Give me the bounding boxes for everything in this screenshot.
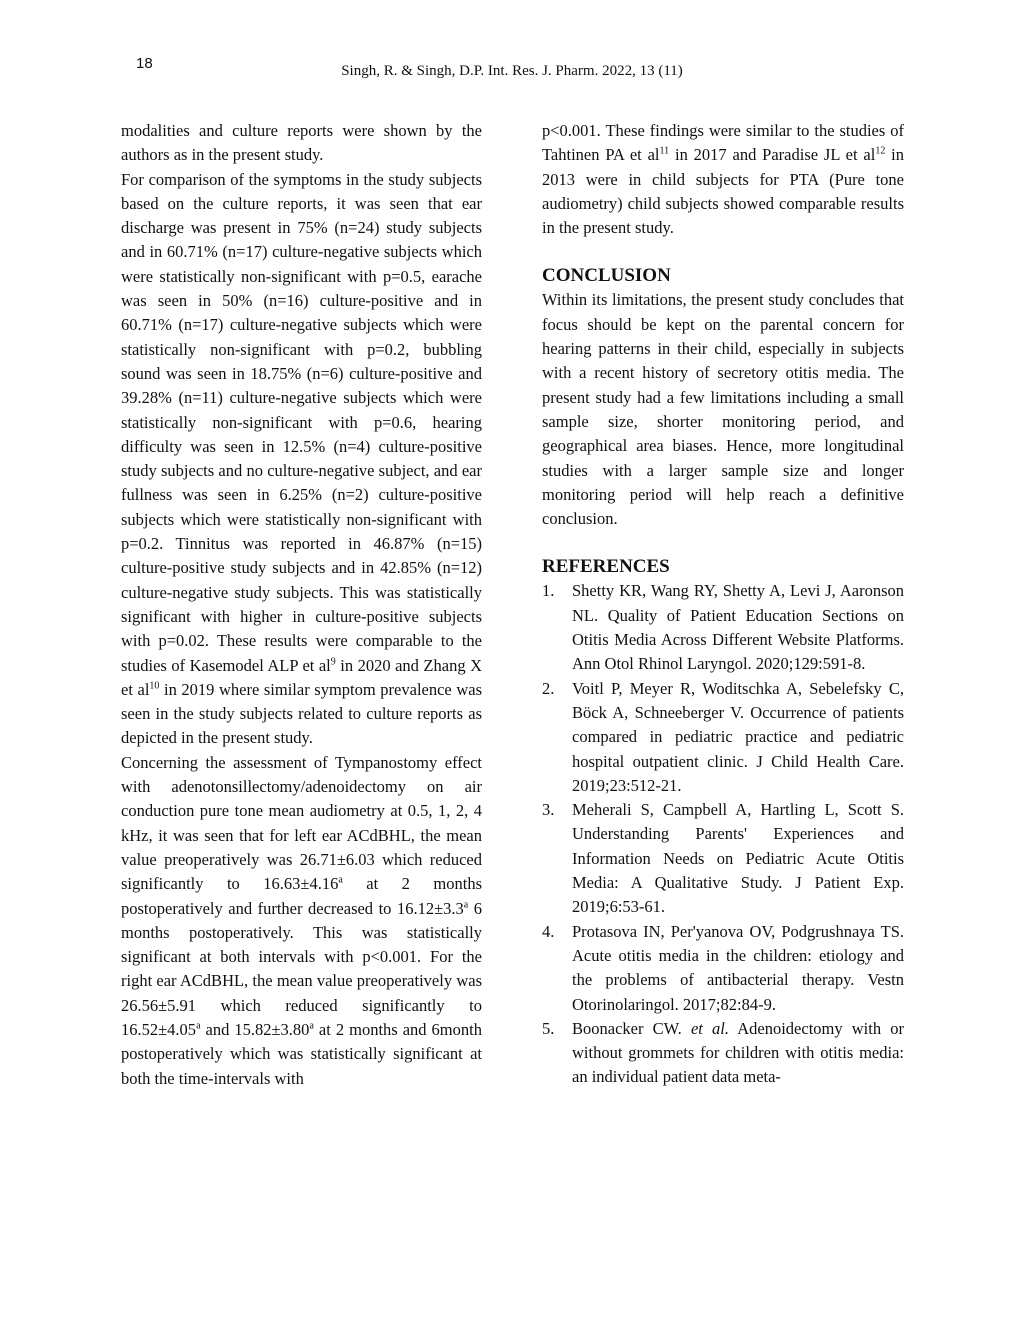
reference-text: Meherali S, Campbell A, Hartling L, Scott S. Understanding Parents' Experiences and Information Needs on Pediatric Acute Otitis Media: A Qualitative Study. J Patient Exp. 2019;6:53-61. [572, 800, 904, 917]
references-heading: REFERENCES [542, 556, 670, 578]
spacer [542, 531, 904, 555]
spacer [542, 240, 904, 264]
text-run: For comparison of the symptoms in the study subjects based on the culture reports, it was seen that ear discharge was present in 75% (n=24) study subjects and in 60.71% (n=17) culture-negative subjects which were statistically non-significant with p=0.5, earache was seen in 50% (n=16) culture-positive and in 60.71% (n=17) culture-negative subjects which were statistically non-significant with p=0.2, bubbling sound was seen in 18.75% (n=6) culture-positive and 39.28% (n=11) culture-negative subjects which were statistically non-significant with p=0.6, hearing difficulty was seen in 12.5% (n=4) culture-positive study subjects and no culture-negative subject, and ear fullness was seen in 6.25% (n=2) culture-positive subjects which were statistically non-significant with p=0.2. Tinnitus was reported in 46.87% (n=15) culture-positive study subjects and in 42.85% (n=12) culture-negative study subjects. This was statistically significant with higher in culture-positive subjects with p=0.02. These results were comparable to the studies of Kasemodel ALP et al [121, 169, 482, 675]
citation-superscript: 12 [875, 145, 886, 157]
text-run: in 2019 where similar symptom prevalence was seen in the study subjects related to culture reports as depicted in the present study. [121, 679, 482, 748]
reference-text: Voitl P, Meyer R, Woditschka A, Sebelefsky C, Böck A, Schneeberger V. Occurrence of patients compared in pediatric practice and pediatric hospital outpatient clinic. J Child Health Care. 2019;23:512-21. [572, 678, 904, 795]
text-run: p<0.001. These findings were similar to the studies of Tahtinen PA et al [542, 121, 904, 165]
text-run: 6 months postoperatively. This was statistically significant at both intervals with p<0.001. For the right ear ACdBHL, the mean value preoperatively was 26.56±5.91 which reduced significantly to 16.52±4.05 [121, 898, 482, 1039]
paragraph-continued [542, 119, 904, 240]
text-run: Concerning the assessment of Tympanostomy effect with adenotonsillectomy/adenoidectomy on air conduction pure tone mean audiometry at 0.5, 1, 2, 4 kHz, it was seen that for left ear ACdBHL, the mean value preoperatively was 26.71±6.03 which reduced significantly to 16.63±4.16 [121, 752, 482, 894]
text-run: Boonacker CW. [572, 1018, 691, 1038]
left-column [121, 119, 482, 1091]
reference-text [572, 1017, 904, 1090]
reference-text: Protasova IN, Per'yanova OV, Podgrushnaya TS. Acute otitis media in the children: etiology and the problems of antibacterial therapy. Vestn Otorinolaringol. 2017;82:84-9. [572, 921, 904, 1014]
citation-superscript: 9 [330, 656, 336, 668]
paragraph-audiometry [121, 751, 482, 1091]
reference-item [542, 1017, 904, 1090]
reference-text: Shetty KR, Wang RY, Shetty A, Levi J, Aaronson NL. Quality of Patient Education Sections on Otitis Media Across Different Website Platforms. Ann Otol Rhinol Laryngol. 2020;129:591-8. [572, 581, 904, 674]
reference-number: 4. [542, 921, 555, 941]
reference-item [542, 677, 904, 798]
significance-superscript: a [196, 1020, 201, 1032]
citation-superscript: 11 [659, 145, 670, 157]
reference-number: 2. [542, 678, 555, 698]
text-run: in 2013 were in child subjects for PTA (Pure tone audiometry) child subjects showed comparable results in the present study. [542, 145, 904, 238]
reference-number: 5. [542, 1018, 555, 1038]
reference-item [542, 920, 904, 1017]
text-run: and 15.82±3.80 [200, 1019, 310, 1039]
right-column [542, 119, 904, 1090]
reference-item [542, 579, 904, 676]
running-head: Singh, R. & Singh, D.P. Int. Res. J. Pharm. 2022, 13 (11) [341, 63, 683, 79]
text-run: in 2020 and Zhang X et al [121, 655, 482, 699]
citation-superscript: 10 [149, 680, 160, 692]
reference-number: 1. [542, 581, 555, 601]
text-run: at 2 months postoperatively and further decreased to 16.12±3.3 [121, 874, 482, 918]
significance-superscript: a [309, 1020, 314, 1032]
significance-superscript: a [463, 899, 469, 910]
text-run: at 2 months and 6month postoperatively which was statistically significant at both the time-intervals with [121, 1019, 482, 1088]
text-run-italic: et al. [690, 1018, 729, 1038]
paragraph-symptoms [121, 168, 482, 751]
conclusion-heading: CONCLUSION [542, 265, 671, 287]
reference-number: 3. [542, 800, 555, 820]
page-number: 18 [136, 55, 153, 72]
significance-superscript: a [338, 874, 343, 886]
conclusion-paragraph: Within its limitations, the present study concludes that focus should be kept on the parental concern for hearing patterns in their child, especially in subjects with a recent history of secretory otitis media. The present study had a few limitations including a small sample size, shorter monitoring period, and geographical area biases. Hence, more longitudinal studies with a larger sample size and longer monitoring period will help reach a definitive conclusion. [542, 290, 904, 529]
text-run: Adenoidectomy with or without grommets for children with otitis media: an individual patient data meta- [572, 1018, 904, 1087]
paragraph-continued: modalities and culture reports were shown by the authors as in the present study. [121, 121, 482, 165]
text-run: in 2017 and Paradise JL et al [669, 145, 876, 165]
reference-list [542, 579, 904, 1089]
reference-item [542, 798, 904, 919]
